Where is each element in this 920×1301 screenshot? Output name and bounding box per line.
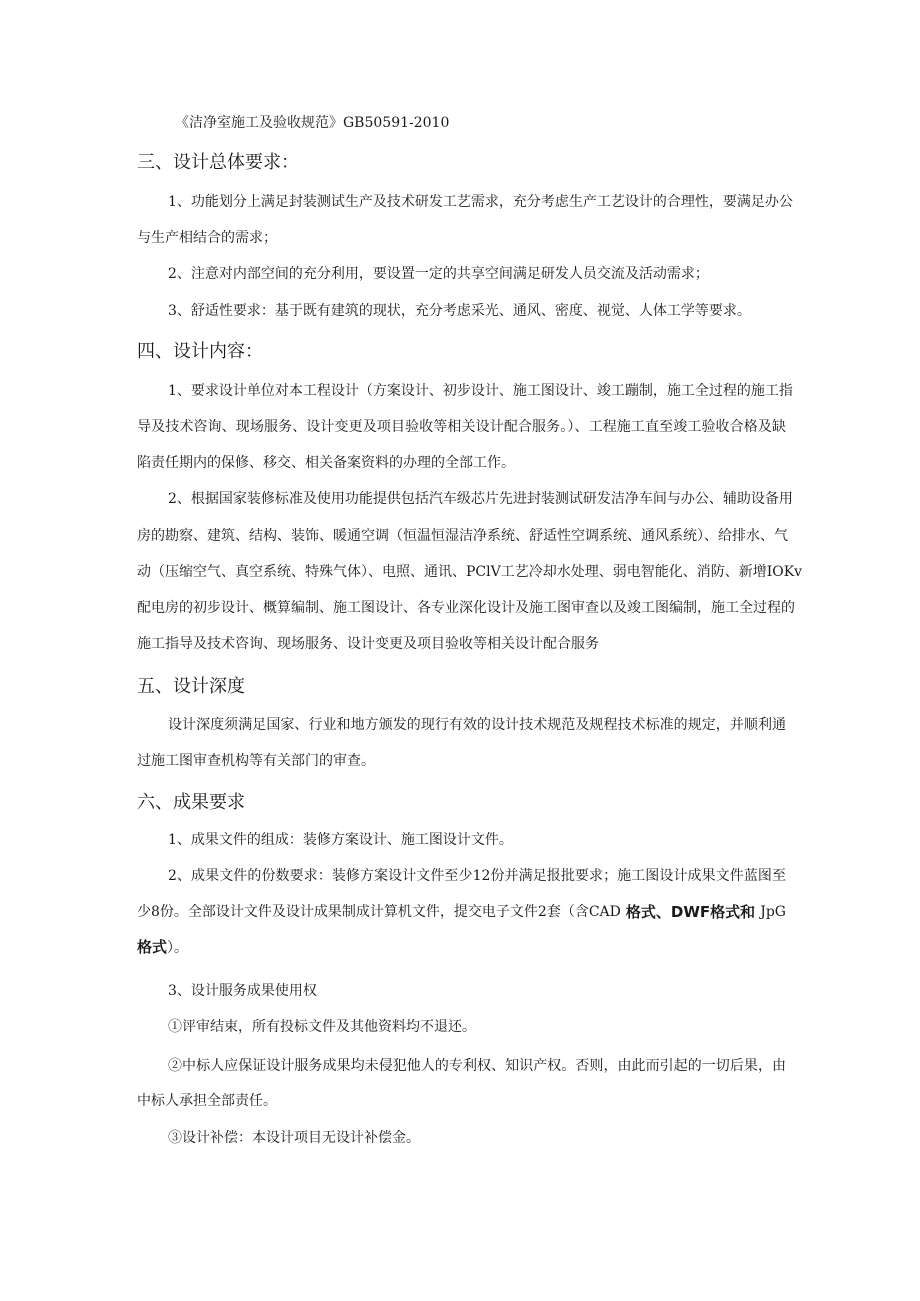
section-6-paragraph-3: 3、设计服务成果使用权 — [168, 983, 317, 999]
section-5-heading: 五、设计深度 — [137, 676, 245, 697]
format-emphasis: 格式、DWF格式和 — [625, 903, 756, 921]
section-4-paragraph-1-line-1: 1、要求设计单位对本工程设计（方案设计、初步设计、施工图设计、竣工蹦制，施工全过程的施工指 — [168, 383, 793, 399]
section-3-heading: 三、设计总体要求： — [137, 152, 299, 173]
section-4-paragraph-2-line-1: 2、根据国家装修标准及使用功能提供包括汽车级芯片先进封装测试研发洁净车间与办公、辅助设备用 — [168, 491, 793, 507]
section-6-item-2-line-1: ②中标人应保证设计服务成果均未侵犯他人的专利权、知识产权。否则，由此而引起的一切后果，由 — [168, 1058, 786, 1074]
section-6-paragraph-2-line-1: 2、成果文件的份数要求：装修方案设计文件至少12份并满足报批要求；施工图设计成果文件蓝图至 — [168, 868, 786, 884]
section-6-paragraph-2-line-2 — [137, 903, 786, 921]
reference-standard: 《洁净室施工及验收规范》GB50591-2010 — [175, 115, 450, 131]
section-4-paragraph-1-line-3: 陷责任期内的保修、移交、相关备案资料的办理的全部工作。 — [137, 455, 515, 471]
section-4-paragraph-1-line-2: 导及技术咨询、现场服务、设计变更及项目验收等相关设计配合服务。）、工程施工直至竣工验收合格及缺 — [137, 419, 786, 435]
closing-punctuation: ）。 — [167, 940, 189, 956]
section-6-paragraph-2-line-3 — [137, 938, 188, 957]
paragraph-2-line-2-text: 少8份。全部设计文件及设计成果制成计算机文件，提交电子文件2套（含CAD — [137, 904, 621, 920]
section-4-paragraph-2-line-4: 配电房的初步设计、概算编制、施工图设计、各专业深化设计及施工图审查以及竣工图编制，施工全过程的 — [137, 600, 795, 616]
section-6-paragraph-1: 1、成果文件的组成：装修方案设计、施工图设计文件。 — [168, 832, 513, 848]
section-4-paragraph-2-line-5: 施工指导及技术咨询、现场服务、设计变更及项目验收等相关设计配合服务 — [137, 636, 599, 652]
section-6-item-2-line-2: 中标人承担全部责任。 — [137, 1093, 277, 1109]
section-4-paragraph-2-line-3: 动（压缩空气、真空系统、特殊气体）、电照、通讯、PClV工艺冷却水处理、弱电智能化、消防、新增IOKv — [137, 564, 803, 580]
format-emphasis-end: 格式 — [137, 938, 168, 956]
section-4-heading: 四、设计内容： — [137, 341, 263, 362]
section-3-paragraph-3: 3、舒适性要求：基于既有建筑的现状，充分考虑采光、通风、密度、视觉、人体工学等要求。 — [168, 303, 751, 319]
section-6-item-3: ③设计补偿：本设计项目无设计补偿金。 — [168, 1130, 420, 1146]
section-3-paragraph-2: 2、注意对内部空间的充分利用，要设置一定的共享空间满足研发人员交流及活动需求； — [168, 266, 709, 282]
section-5-paragraph-1-line-1: 设计深度须满足国家、行业和地方颁发的现行有效的设计技术规范及规程技术标准的规定，并顺利通 — [168, 717, 786, 733]
section-3-paragraph-1-line-2: 与生产相结合的需求； — [137, 230, 277, 246]
section-3-paragraph-1-line-1: 1、功能划分上满足封装测试生产及技术研发工艺需求，充分考虑生产工艺设计的合理性，要满足办公 — [168, 194, 793, 210]
section-6-item-1: ①评审结束，所有投标文件及其他资料均不退还。 — [168, 1019, 476, 1035]
jpg-format: JpG — [760, 904, 786, 920]
section-5-paragraph-1-line-2: 过施工图审查机构等有关部门的审查。 — [137, 753, 375, 769]
section-4-paragraph-2-line-2: 房的勘察、建筑、结构、装饰、暖通空调（恒温恒湿洁净系统、舒适性空调系统、通风系统）、给排水、气 — [137, 528, 788, 544]
section-6-heading: 六、成果要求 — [137, 792, 245, 813]
